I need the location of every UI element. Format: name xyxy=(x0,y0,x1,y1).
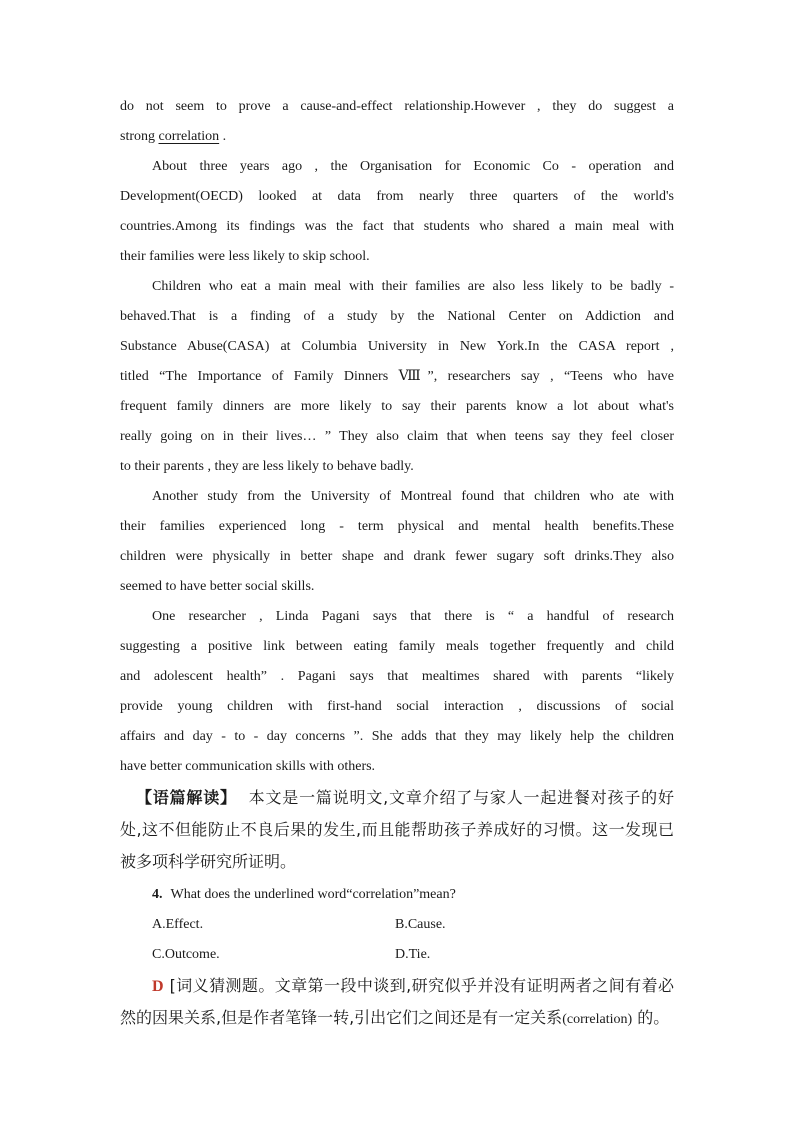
passage-line: titled “The Importance of Family Dinners Ⅷ”, researchers say , “Teens who have xyxy=(120,369,674,384)
passage-line: to their parents , they are less likely to behave badly. xyxy=(120,459,414,474)
text: . xyxy=(219,129,227,144)
paragraph xyxy=(120,152,674,272)
options-row xyxy=(120,940,674,970)
text: 本文是一篇说明文,文章介绍了与家人一起进餐对孩子的好 xyxy=(248,788,674,807)
analysis-line: 被多项科学研究所证明。 xyxy=(120,852,297,871)
passage-line: children were physically in better shape and drank fewer sugary soft drinks.They also xyxy=(120,549,674,564)
answer-line xyxy=(120,970,674,1002)
option-letter: D. xyxy=(395,947,409,962)
option-text: Tie. xyxy=(408,947,431,962)
option-letter: C. xyxy=(152,947,165,962)
text: strong xyxy=(120,129,159,144)
text: [词义猜测题。文章第一段中谈到,研究似乎并没有证明两者之间有着必 xyxy=(169,976,674,995)
passage-line: Another study from the University of Montreal found that children who ate with xyxy=(152,489,674,504)
passage-line: Children who eat a main meal with their families are also less likely to be badly - xyxy=(152,279,674,294)
analysis-section xyxy=(120,782,674,878)
option-letter: B. xyxy=(395,917,408,932)
text: 然的因果关系,但是作者笔锋一转,引出它们之间还是有一定关系 xyxy=(120,1008,563,1027)
passage-line: provide young children with first-hand social interaction , discussions of social xyxy=(120,699,674,714)
option-letter: A. xyxy=(152,917,166,932)
options-row xyxy=(120,910,674,940)
option-b[interactable] xyxy=(395,910,638,940)
option-c[interactable] xyxy=(152,940,395,970)
passage-line: their families were less likely to skip school. xyxy=(120,249,370,264)
text: What does the underlined word“correlation”mean? xyxy=(170,887,456,902)
paragraph xyxy=(120,602,674,782)
passage-line: really going on in their lives… ” They also claim that when teens say they feel closer xyxy=(120,429,674,444)
answer-section xyxy=(120,970,674,1034)
passage-line: do not seem to prove a cause-and-effect relationship.However , they do suggest a xyxy=(120,99,674,114)
passage-line: and adolescent health” . Pagani says that mealtimes shared with parents “likely xyxy=(120,669,674,684)
option-text: Effect. xyxy=(165,917,204,932)
underlined-word: correlation xyxy=(158,129,220,144)
passage-line: Development(OECD) looked at data from nearly three quarters of the world's xyxy=(120,189,674,204)
passage-line: About three years ago , the Organisation for Economic Co - operation and xyxy=(152,159,674,174)
analysis-line xyxy=(120,782,674,814)
answer-letter: D xyxy=(152,978,164,995)
option-a[interactable] xyxy=(152,910,395,940)
answer-line xyxy=(120,1002,674,1034)
passage-line: behaved.That is a finding of a study by the National Center on Addiction and xyxy=(120,309,674,324)
option-d[interactable] xyxy=(395,940,638,970)
document-page xyxy=(120,92,674,1034)
paragraph xyxy=(120,482,674,602)
passage-line: suggesting a positive link between eating family meals together frequently and child xyxy=(120,639,674,654)
passage-line: frequent family dinners are more likely to say their parents know a lot about what's xyxy=(120,399,674,414)
passage-line: Substance Abuse(CASA) at Columbia University in New York.In the CASA report , xyxy=(120,339,674,354)
passage-line: One researcher , Linda Pagani says that there is “ a handful of research xyxy=(152,609,674,624)
option-text: Cause. xyxy=(407,917,446,932)
analysis-line: 处,这不但能防止不良后果的发生,而且能帮助孩子养成好的习惯。这一发现已 xyxy=(120,820,674,839)
passage-line xyxy=(120,122,674,152)
passage-line: their families experienced long - term physical and mental health benefits.These xyxy=(120,519,674,534)
text: (correlation) xyxy=(562,1012,633,1027)
paragraph xyxy=(120,272,674,482)
question-block xyxy=(120,880,674,970)
option-text: Outcome. xyxy=(164,947,220,962)
text: 的。 xyxy=(632,1008,670,1027)
analysis-label: 【语篇解读】 xyxy=(136,788,237,807)
passage-line: affairs and day - to - day concerns ”. She adds that they may likely help the children xyxy=(120,729,674,744)
passage-line: countries.Among its findings was the fact that students who shared a main meal with xyxy=(120,219,674,234)
question-number: 4. xyxy=(152,887,163,902)
passage-line: have better communication skills with others. xyxy=(120,759,376,774)
passage-line: seemed to have better social skills. xyxy=(120,579,315,594)
question-stem xyxy=(120,880,674,910)
